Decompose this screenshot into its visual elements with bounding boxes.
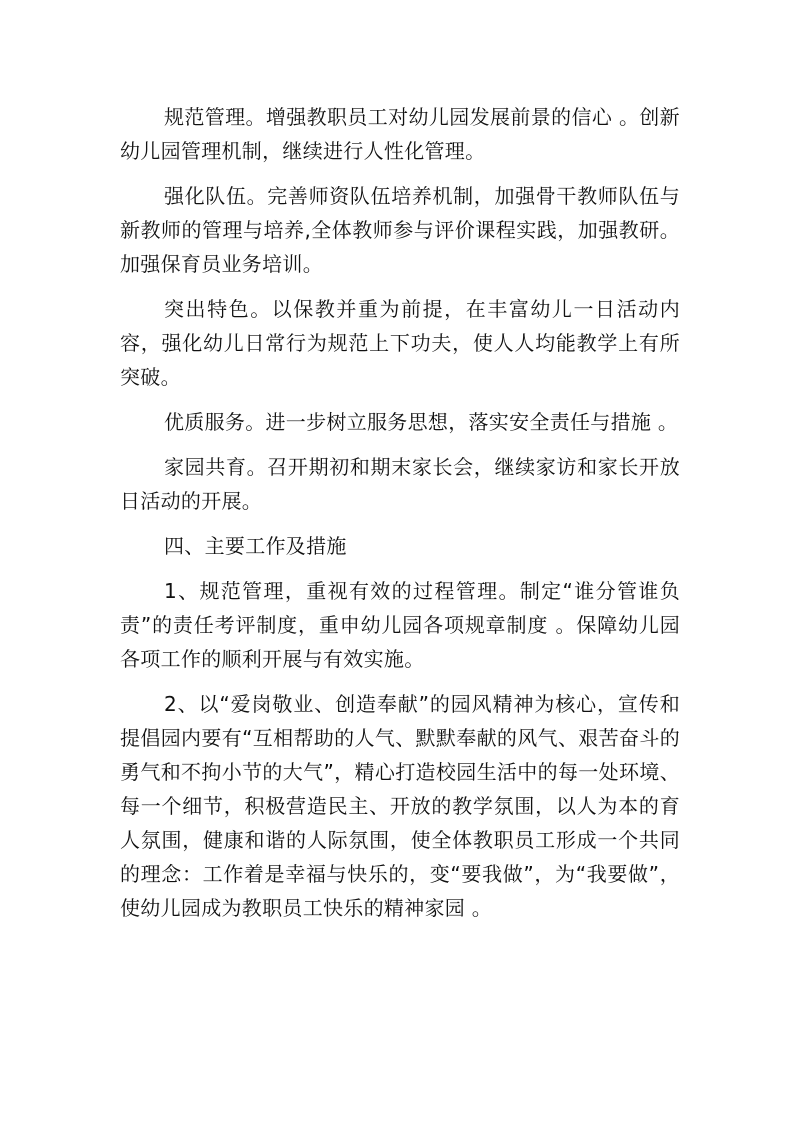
- document-body: [120, 100, 680, 936]
- section-heading-main-work: 四、主要工作及措施: [164, 534, 347, 558]
- paragraph-highlight-features: 突出特色。以保教并重为前提，在丰富幼儿一日活动内容，强化幼儿日常行为规范上下功夫，使人人均能教学上有所突破。: [120, 297, 680, 389]
- paragraph-home-school-cooperation: 家园共育。召开期初和期末家长会，继续家访和家长开放日活动的开展。: [120, 455, 680, 513]
- paragraph-standardized-management: 规范管理。增强教职员工对幼儿园发展前景的信心 。创新幼儿园管理机制，继续进行人性化管理。: [120, 105, 680, 163]
- paragraph-item-2: 2、以“爱岗敬业、创造奉献”的园风精神为核心，宣传和提倡园内要有“互相帮助的人气、默默奉献的风气、艰苦奋斗的勇气和不拘小节的大气”，精心打造校园生活中的每一处环境、每一个细节，积极营造民主、开放的教学氛围，以人为本的育人氛围，健康和谐的人际氛围，使全体教职员工形成一个共同的理念：工作着是幸福与快乐的，变“要我做”，为“我要做”，使幼儿园成为教职员工快乐的精神家园 。: [120, 692, 680, 920]
- paragraph-item-1: 1、规范管理，重视有效的过程管理。制定“谁分管谁负责”的责任考评制度，重申幼儿园各项规章制度 。保障幼儿园各项工作的顺利开展与有效实施。: [120, 579, 680, 671]
- paragraph-strengthen-team: 强化队伍。完善师资队伍培养机制，加强骨干教师队伍与新教师的管理与培养,全体教师参与评价课程实践，加强教研。加强保育员业务培训。: [120, 184, 680, 276]
- paragraph-quality-service: 优质服务。进一步树立服务思想，落实安全责任与措施 。: [164, 410, 679, 434]
